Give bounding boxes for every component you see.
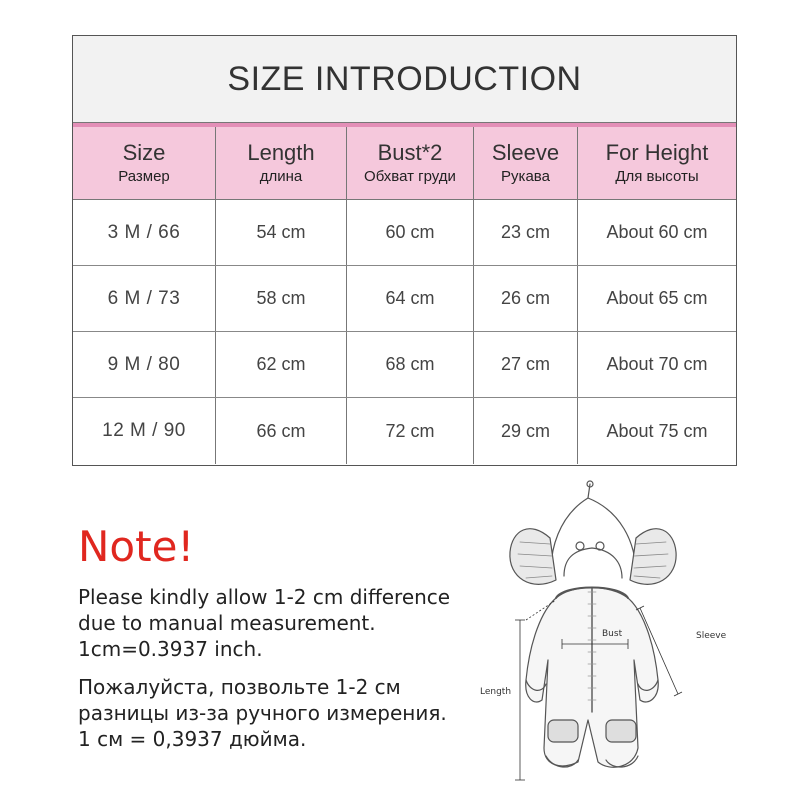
note-line: due to manual measurement. (78, 611, 376, 635)
bust-cell (347, 200, 474, 265)
length-cell (216, 200, 347, 265)
height-value: About 75 cm (606, 420, 708, 441)
size-cell (73, 398, 216, 464)
table-header-row (73, 123, 736, 200)
height-cell (578, 398, 736, 464)
bust-value: 64 cm (385, 288, 435, 308)
length-value: 62 cm (256, 354, 306, 374)
size-table (72, 35, 737, 466)
sleeve-cell (474, 200, 578, 265)
bust-cell (347, 266, 474, 331)
note-line: 1 см = 0,3937 дюйма. (78, 727, 307, 751)
bust-value: 60 cm (385, 222, 435, 242)
height-value: About 70 cm (606, 354, 708, 374)
bust-value: 72 cm (385, 420, 435, 441)
header-label-ru: Обхват груди (364, 168, 456, 186)
note-line: Пожалуйста, позвольте 1-2 см (78, 675, 401, 699)
table-row (73, 398, 736, 464)
bust-cell (347, 332, 474, 397)
table-row (73, 266, 736, 332)
size-value: 12 M / 90 (102, 420, 186, 441)
header-length (216, 127, 347, 199)
sleeve-cell (474, 266, 578, 331)
size-value: 3 M / 66 (107, 221, 181, 243)
note-line: разницы из-за ручного измерения. (78, 701, 447, 725)
sleeve-value: 26 cm (500, 288, 551, 308)
note-line: 1cm=0.3937 inch. (78, 637, 263, 661)
length-cell (216, 266, 347, 331)
sleeve-value: 29 cm (500, 420, 551, 441)
length-value: 66 cm (256, 420, 306, 441)
height-value: About 65 cm (606, 288, 708, 308)
table-title: SIZE INTRODUCTION (73, 36, 736, 123)
sleeve-cell (474, 332, 578, 397)
sleeve-value: 27 cm (500, 354, 551, 374)
length-cell (216, 398, 347, 464)
header-label-en: Size (122, 139, 166, 165)
note-title: Note! (78, 522, 195, 571)
size-cell (73, 266, 216, 331)
height-cell (578, 332, 736, 397)
note-russian (78, 674, 478, 752)
note-line: Please kindly allow 1-2 cm difference (78, 585, 451, 609)
length-cell (216, 332, 347, 397)
header-height (578, 127, 736, 199)
size-value: 9 M / 80 (107, 353, 181, 375)
garment-measurement-diagram (460, 480, 760, 790)
height-value: About 60 cm (606, 222, 708, 242)
height-cell (578, 200, 736, 265)
size-value: 6 M / 73 (107, 287, 181, 309)
romper-illustration (510, 481, 676, 767)
header-label-en: Length (247, 139, 315, 165)
table-row (73, 332, 736, 398)
header-size (73, 127, 216, 199)
size-cell (73, 200, 216, 265)
header-sleeve (474, 127, 578, 199)
bust-label: Bust (602, 629, 623, 639)
height-cell (578, 266, 736, 331)
header-label-en: For Height (605, 139, 709, 165)
header-label-ru: Рукава (501, 168, 550, 186)
note-english (78, 584, 478, 662)
length-value: 54 cm (256, 222, 306, 242)
sleeve-label: Sleeve (696, 631, 727, 641)
header-label-ru: Размер (118, 168, 170, 186)
header-label-ru: длина (259, 168, 303, 186)
length-value: 58 cm (256, 288, 306, 308)
header-label-en: Bust*2 (377, 139, 443, 165)
table-row (73, 200, 736, 266)
bust-cell (347, 398, 474, 464)
header-bust (347, 127, 474, 199)
sleeve-cell (474, 398, 578, 464)
size-cell (73, 332, 216, 397)
sleeve-value: 23 cm (500, 222, 551, 242)
bust-value: 68 cm (385, 354, 435, 374)
header-label-en: Sleeve (491, 139, 560, 165)
header-label-ru: Для высоты (615, 168, 699, 186)
length-label: Length (480, 687, 512, 697)
